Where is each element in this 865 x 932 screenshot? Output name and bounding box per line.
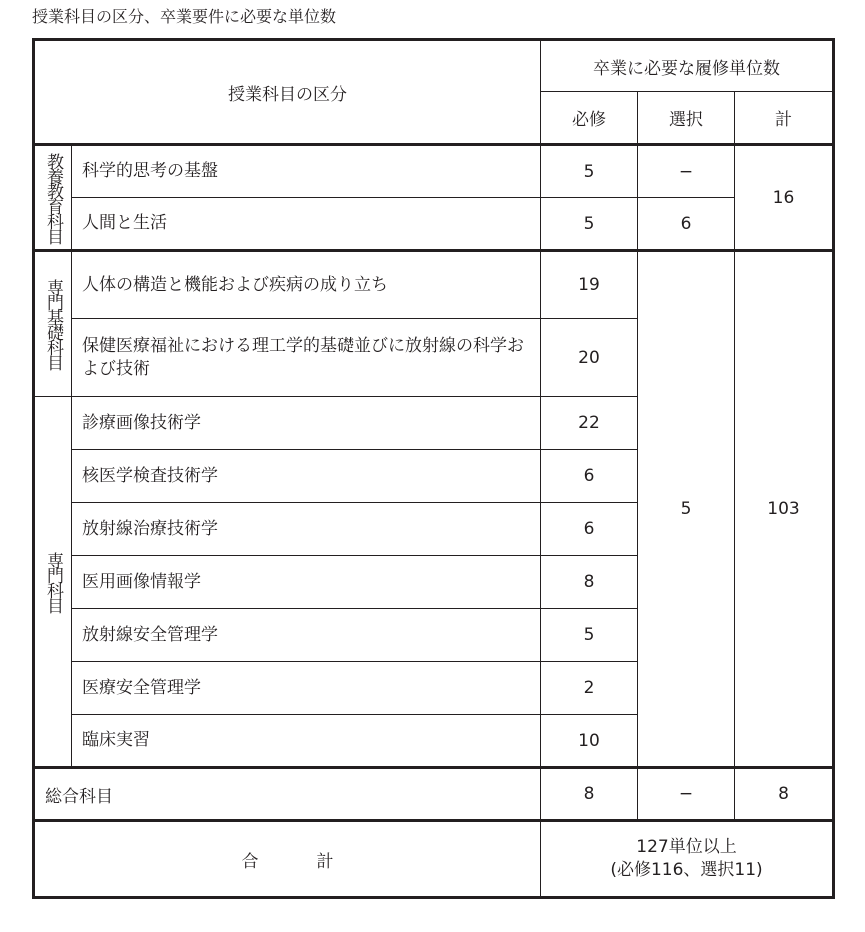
group-label-major [34,397,72,768]
compulsory-cell: 6 [541,503,638,556]
header-required-units: 卒業に必要な履修単位数 [541,40,834,92]
group-label-basic-text: 専門基礎科目 [43,279,63,369]
grand-total-label [34,821,541,898]
grand-total-line1: 127単位以上 [636,837,737,857]
grand-total-value [541,821,834,898]
compulsory-cell: 10 [541,715,638,768]
compulsory-cell: 5 [541,145,638,198]
group-label-major-text: 専門科目 [43,551,63,612]
subject-cell: 人体の構造と機能および疾病の成り立ち [72,251,541,319]
grand-total-label-left: 合 [241,851,259,872]
general-total-cell: 8 [735,768,834,821]
compulsory-cell: 5 [541,198,638,251]
elective-cell: − [638,145,735,198]
compulsory-cell: 19 [541,251,638,319]
group-label-liberal [34,145,72,251]
compulsory-cell: 2 [541,662,638,715]
elective-cell: 6 [638,198,735,251]
compulsory-cell: 20 [541,319,638,397]
subject-cell: 科学的思考の基盤 [72,145,541,198]
table-caption: 授業科目の区分、卒業要件に必要な単位数 [32,7,337,26]
general-label: 総合科目 [34,768,541,821]
subject-cell: 核医学検査技術学 [72,450,541,503]
subject-cell: 診療画像技術学 [72,397,541,450]
compulsory-cell: 8 [541,556,638,609]
subject-cell: 医用画像情報学 [72,556,541,609]
compulsory-cell: 5 [541,609,638,662]
compulsory-cell: 22 [541,397,638,450]
subject-cell: 放射線治療技術学 [72,503,541,556]
subject-cell: 保健医療福祉における理工学的基礎並びに放射線の科学および技術 [72,319,541,397]
grand-total-line2: (必修116、選択11) [610,860,763,880]
header-category: 授業科目の区分 [34,40,541,145]
group-label-liberal-text: 教養教育科目 [43,152,63,243]
group-label-basic [34,251,72,397]
header-total: 計 [735,92,834,145]
subject-cell: 人間と生活 [72,198,541,251]
graduation-credits-table [32,38,835,899]
specialized-total-cell: 103 [735,251,834,768]
general-elective-cell: − [638,768,735,821]
subject-cell: 臨床実習 [72,715,541,768]
grand-total-label-right: 計 [316,851,334,872]
subject-cell: 医療安全管理学 [72,662,541,715]
liberal-total-cell: 16 [735,145,834,251]
subject-cell: 放射線安全管理学 [72,609,541,662]
header-elective: 選択 [638,92,735,145]
general-compulsory-cell: 8 [541,768,638,821]
header-compulsory: 必修 [541,92,638,145]
compulsory-cell: 6 [541,450,638,503]
specialized-elective-cell: 5 [638,251,735,768]
